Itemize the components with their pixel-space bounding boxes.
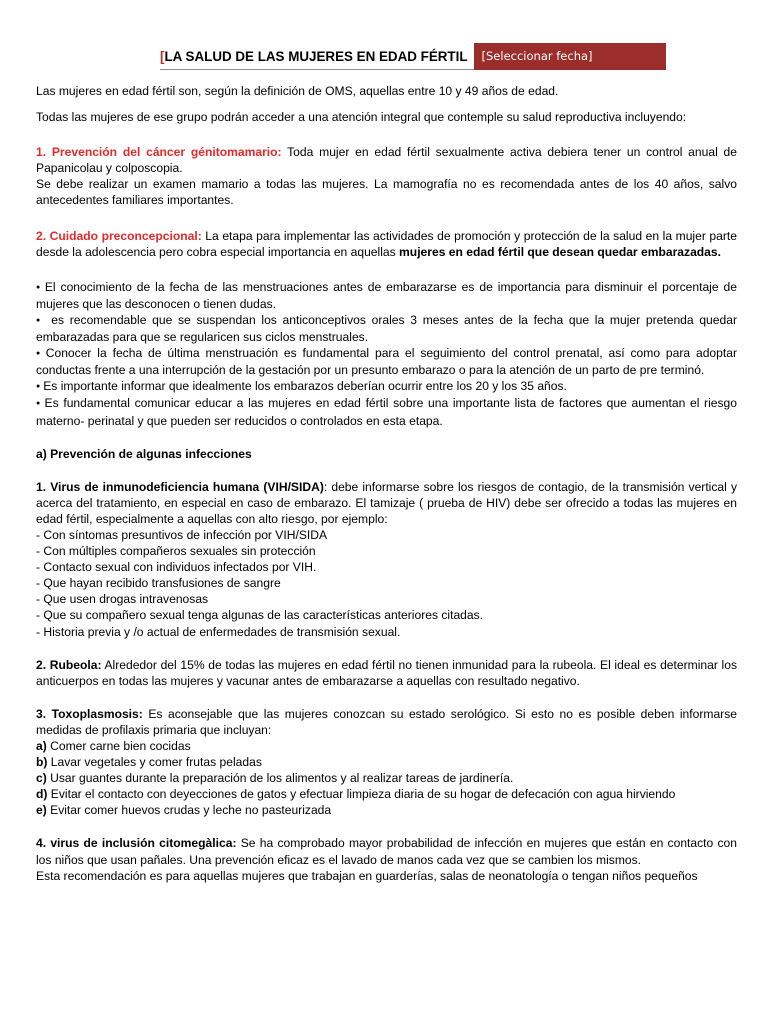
title-text: LA SALUD DE LAS MUJERES EN EDAD FÉRTIL bbox=[164, 49, 468, 64]
date-picker-field[interactable]: [Seleccionar fecha] bbox=[474, 43, 666, 70]
list-item-text: Lavar vegetales y comer frutas peladas bbox=[47, 755, 262, 770]
list-item-text: Usar guantes durante la preparación de los alimentos y al realizar tareas de jardinería. bbox=[46, 771, 514, 786]
section-cmv-title: 4. virus de inclusión citomegàlica: bbox=[36, 836, 237, 851]
list-item bbox=[36, 802, 737, 818]
list-item bbox=[36, 738, 737, 754]
list-item: - Que su compañero sexual tenga algunas de las características anteriores citadas. bbox=[36, 608, 484, 623]
subsection-infections-title-text: a) Prevención de algunas infecciones bbox=[36, 446, 252, 461]
list-item-letter: c) bbox=[36, 771, 47, 786]
document-header bbox=[160, 43, 666, 70]
list-item bbox=[36, 754, 737, 770]
list-item-letter: e) bbox=[36, 803, 47, 818]
list-item bbox=[36, 770, 737, 786]
section-cmv bbox=[36, 835, 737, 867]
section-toxoplasmosis bbox=[36, 706, 737, 738]
section-cancer-text: Toda mujer en edad fértil sexualmente activa debiera tener un control anual de Papanicolau y colposcopia. bbox=[36, 145, 737, 176]
list-item-text: Evitar el contacto con deyecciones de gatos y efectuar limpieza diaria de su hogar de defecación con agua hirviendo bbox=[47, 787, 676, 802]
section-toxo-title: 3. Toxoplasmosis: bbox=[36, 706, 143, 721]
section-preconception-bold: mujeres en edad fértil que desean quedar embarazadas. bbox=[399, 244, 721, 259]
document-body bbox=[36, 83, 737, 884]
section-preconception-text: La etapa para implementar las actividades de promoción y protección de la salud en la mujer parte desde la adolescencia pero cobra especial importancia en aquellas bbox=[36, 228, 737, 259]
list-item-text: Evitar comer huevos crudas y leche no pasteurizada bbox=[46, 803, 332, 818]
section-cancer-text-2: Se debe realizar un examen mamario a todas las mujeres. La mamografía no es recomendada antes de los 40 años, salvo antecedentes familiares importantes. bbox=[36, 177, 737, 208]
document-title bbox=[160, 43, 474, 70]
bullet-item: ● El conocimiento de la fecha de las menstruaciones antes de embarazarse es de importancia para disminuir el porcentaje de mujeres que las desconocen o tienen dudas. bbox=[36, 279, 737, 312]
section-cmv-text-2: Esta recomendación es para aquellas mujeres que trabajan en guarderías, salas de neonatología o tengan niños pequeños bbox=[36, 868, 698, 883]
list-item: - Contacto sexual con individuos infectados por VIH. bbox=[36, 560, 317, 575]
section-rubeola-title: 2. Rubeola: bbox=[36, 657, 102, 672]
bullet-item: ● Conocer la fecha de última menstruación es fundamental para el seguimiento del control prenatal, así como para adoptar conductas frente a una interrupción de la gestación por un presunto embarazo o para la atención de un parto de pre terminó. bbox=[36, 345, 737, 378]
section-rubeola-text: Alrededor del 15% de todas las mujeres en edad fértil no tienen inmunidad para la rubeola. El ideal es determinar los anticuerpos en todas las mujeres y vacunar antes de embarazarse a aquellas con resultado negativo. bbox=[36, 657, 737, 688]
list-item: - Con múltiples compañeros sexuales sin protección bbox=[36, 544, 316, 559]
list-item: - Con síntomas presuntivos de infección por VIH/SIDA bbox=[36, 527, 328, 542]
section-preconception bbox=[36, 228, 737, 260]
list-item-letter: d) bbox=[36, 787, 48, 802]
intro-paragraph-1: Las mujeres en edad fértil son, según la definición de OMS, aquellas entre 10 y 49 años de edad. bbox=[36, 84, 559, 98]
list-item: - Que hayan recibido transfusiones de sangre bbox=[36, 576, 281, 591]
list-item: - Que usen drogas intravenosas bbox=[36, 592, 209, 607]
section-cmv-text: Se ha comprobado mayor probabilidad de infección en mujeres que están en contacto con los niños que usan pañales. Una prevención eficaz es el lavado de manos cada vez que se cambien los mismos. bbox=[36, 836, 738, 867]
section-toxo-text: Es aconsejable que las mujeres conozcan su estado serológico. Si esto no es posible deben informarse medidas de profilaxis primaria que incluyan: bbox=[36, 706, 737, 737]
subsection-infections-title bbox=[36, 446, 737, 462]
list-item-letter: b) bbox=[36, 755, 48, 770]
list-item-letter: a) bbox=[36, 739, 47, 753]
section-cancer bbox=[36, 144, 737, 176]
title-bracket: [ bbox=[160, 49, 165, 64]
section-vih-text: : debe informarse sobre los riesgos de contagio, de la transmisión vertical y acerca del tratamiento, en especial en caso de embarazo. El tamizaje ( prueba de HIV) debe ser ofrecido a todas las mujeres en edad fértil, especialmente a aquellas con alto riesgo, por ejemplo: bbox=[36, 479, 737, 526]
list-item: - Historia previa y /o actual de enfermedades de transmisión sexual. bbox=[36, 624, 401, 639]
section-rubeola bbox=[36, 657, 737, 689]
section-vih bbox=[36, 479, 737, 527]
section-cancer-title: 1. Prevención del cáncer génitomamario: bbox=[36, 145, 282, 160]
list-item bbox=[36, 786, 737, 802]
section-vih-title: 1. Virus de inmunodeficiencia humana (VIH/SIDA) bbox=[36, 479, 324, 494]
intro-paragraph-2: Todas las mujeres de ese grupo podrán acceder a una atención integral que contemple su salud reproductiva incluyendo: bbox=[36, 110, 687, 125]
section-preconception-title: 2. Cuidado preconcepcional: bbox=[36, 228, 202, 243]
bullet-item: ● es recomendable que se suspendan los anticonceptivos orales 3 meses antes de la fecha que la mujer pretenda quedar embarazadas para que se regularicen sus ciclos menstruales. bbox=[36, 312, 737, 345]
bullet-item: ● Es fundamental comunicar educar a las mujeres en edad fértil sobre una importante lista de factores que aumentan el riesgo materno- perinatal y que pueden ser reducidos o controlados en esta etapa. bbox=[36, 395, 737, 428]
bullet-item: ● Es importante informar que idealmente los embarazos deberían ocurrir entre los 20 y los 35 años. bbox=[36, 378, 737, 395]
list-item-text: Comer carne bien cocidas bbox=[46, 739, 191, 753]
